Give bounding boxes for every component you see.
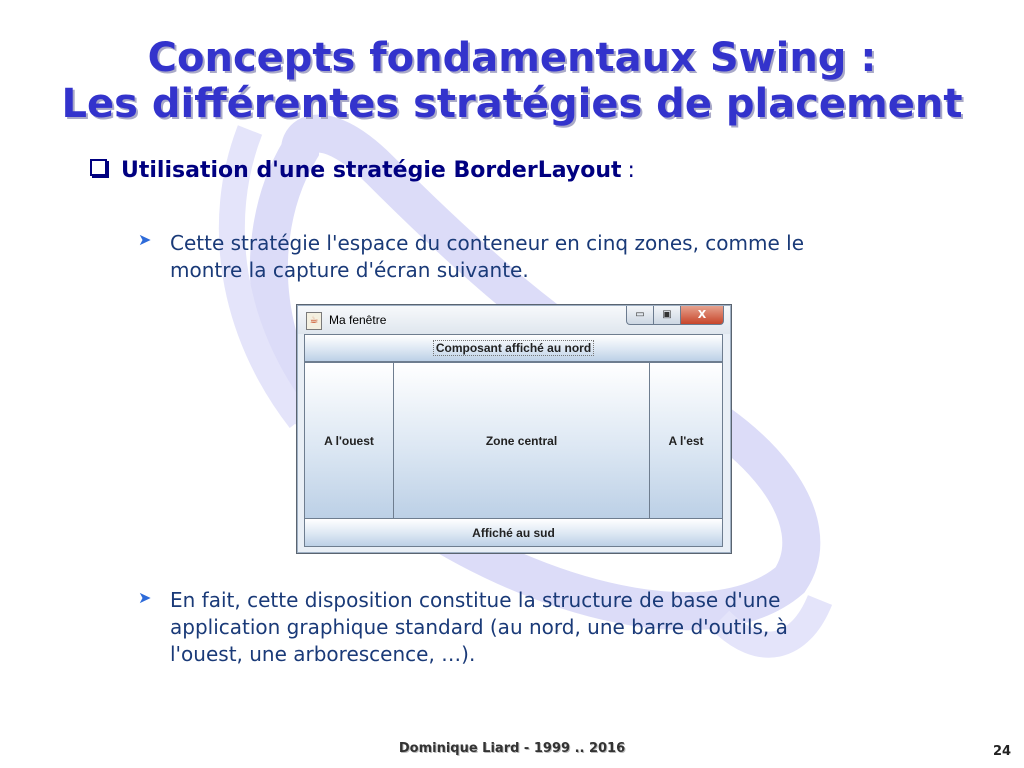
java-cup-icon: ☕ [306,312,322,330]
west-button[interactable] [304,362,394,519]
arrow-bullet-icon: ➤ [138,230,152,249]
arrow-bullet-icon: ➤ [138,588,152,607]
north-button-label: Composant affiché au nord [433,340,594,356]
main-bullet-text: Utilisation d'une stratégie BorderLayout [121,158,622,183]
center-button-label: Zone central [485,433,558,448]
north-button[interactable] [304,334,723,362]
window-title: Ma fenêtre [329,313,387,327]
slide-title-line1: Concepts fondamentaux Swing : [147,35,877,81]
center-button[interactable] [393,362,650,519]
sub-bullet-2-line3: l'ouest, une arborescence, …). [170,642,476,666]
west-button-label: A l'ouest [324,433,374,448]
window-controls [627,306,724,325]
page-number: 24 [993,744,1012,759]
window-titlebar [298,306,730,334]
slide-footer: Dominique Liard - 1999 .. 2016 [398,741,626,756]
east-button-label: A l'est [668,433,704,448]
maximize-button[interactable]: ▣ [653,306,681,325]
slide-title-line2: Les différentes stratégies de placement [61,81,963,127]
sub-bullet-2-line1: En fait, cette disposition constitue la structure de base d'une [170,588,781,612]
main-bullet [90,158,635,183]
close-button[interactable]: X [680,306,724,325]
screenshot-window [296,304,732,554]
sub-bullet-1-line2: montre la capture d'écran suivante. [170,258,529,282]
east-button[interactable] [649,362,723,519]
sub-bullet-2-line2: application graphique standard (au nord, une barre d'outils, à [170,615,788,639]
border-layout-pane [304,334,723,547]
south-button[interactable] [304,518,723,547]
sub-bullet-1 [170,230,930,284]
square-bullet-icon [90,159,107,176]
sub-bullet-1-line1: Cette stratégie l'espace du conteneur en cinq zones, comme le [170,231,805,255]
sub-bullet-2 [170,587,930,668]
south-button-label: Affiché au sud [472,525,555,540]
minimize-button[interactable]: ▭ [626,306,654,325]
main-bullet-suffix: : [627,158,635,183]
